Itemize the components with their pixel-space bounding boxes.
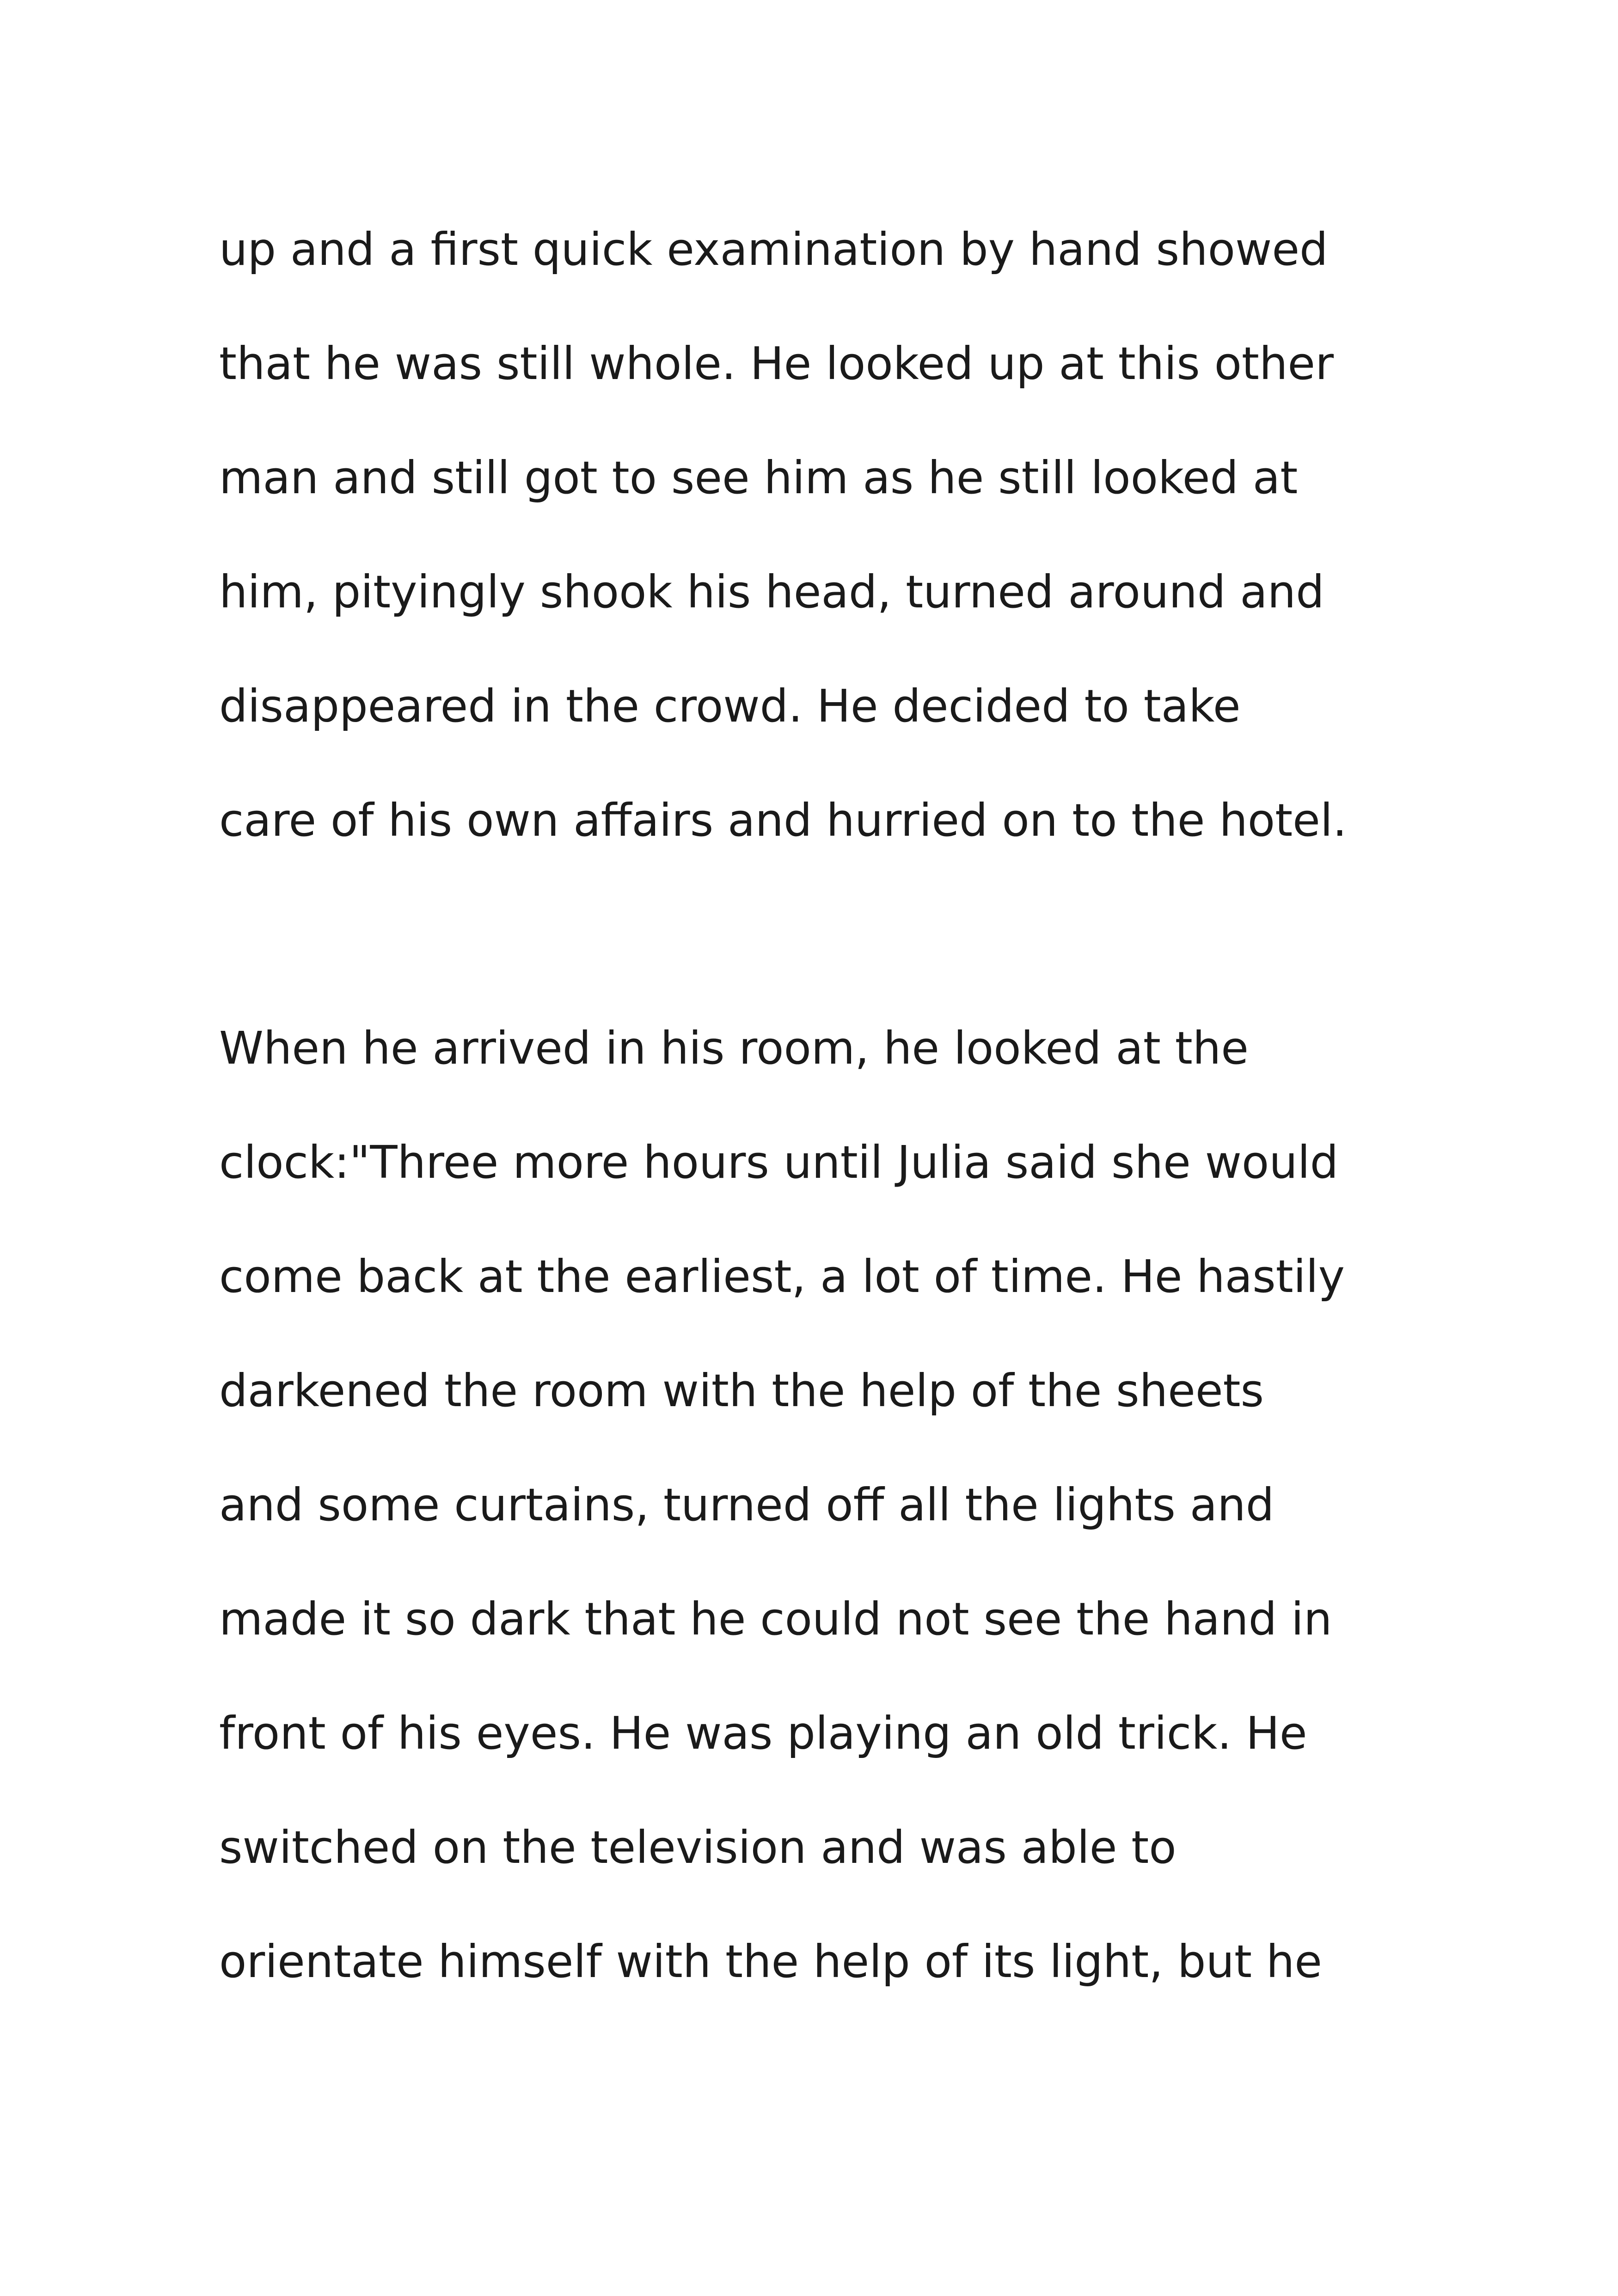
text-line: front of his eyes. He was playing an old trick. He [219,1707,1307,1759]
text-line: darkened the room with the help of the sheets [219,1365,1264,1417]
text-line: clock:"Three more hours until Julia said she would [219,1136,1339,1188]
text-line: that he was still whole. He looked up at this other [219,337,1334,390]
text-line: care of his own affairs and hurried on to the hotel. [219,794,1347,846]
text-line: and some curtains, turned off all the lights and [219,1479,1275,1531]
text-line: orientate himself with the help of its light, but he [219,1935,1322,1988]
text-line: When he arrived in his room, he looked at the [219,1022,1249,1074]
text-line: switched on the television and was able to [219,1821,1177,1874]
text-line: come back at the earliest, a lot of time. He hastily [219,1250,1345,1303]
text-line: made it so dark that he could not see the hand in [219,1593,1332,1645]
text-line: disappeared in the crowd. He decided to take [219,680,1241,732]
text-line: him, pityingly shook his head, turned around and [219,566,1324,618]
text-line: up and a first quick examination by hand showed [219,223,1328,276]
text-line: man and still got to see him as he still looked at [219,452,1298,504]
